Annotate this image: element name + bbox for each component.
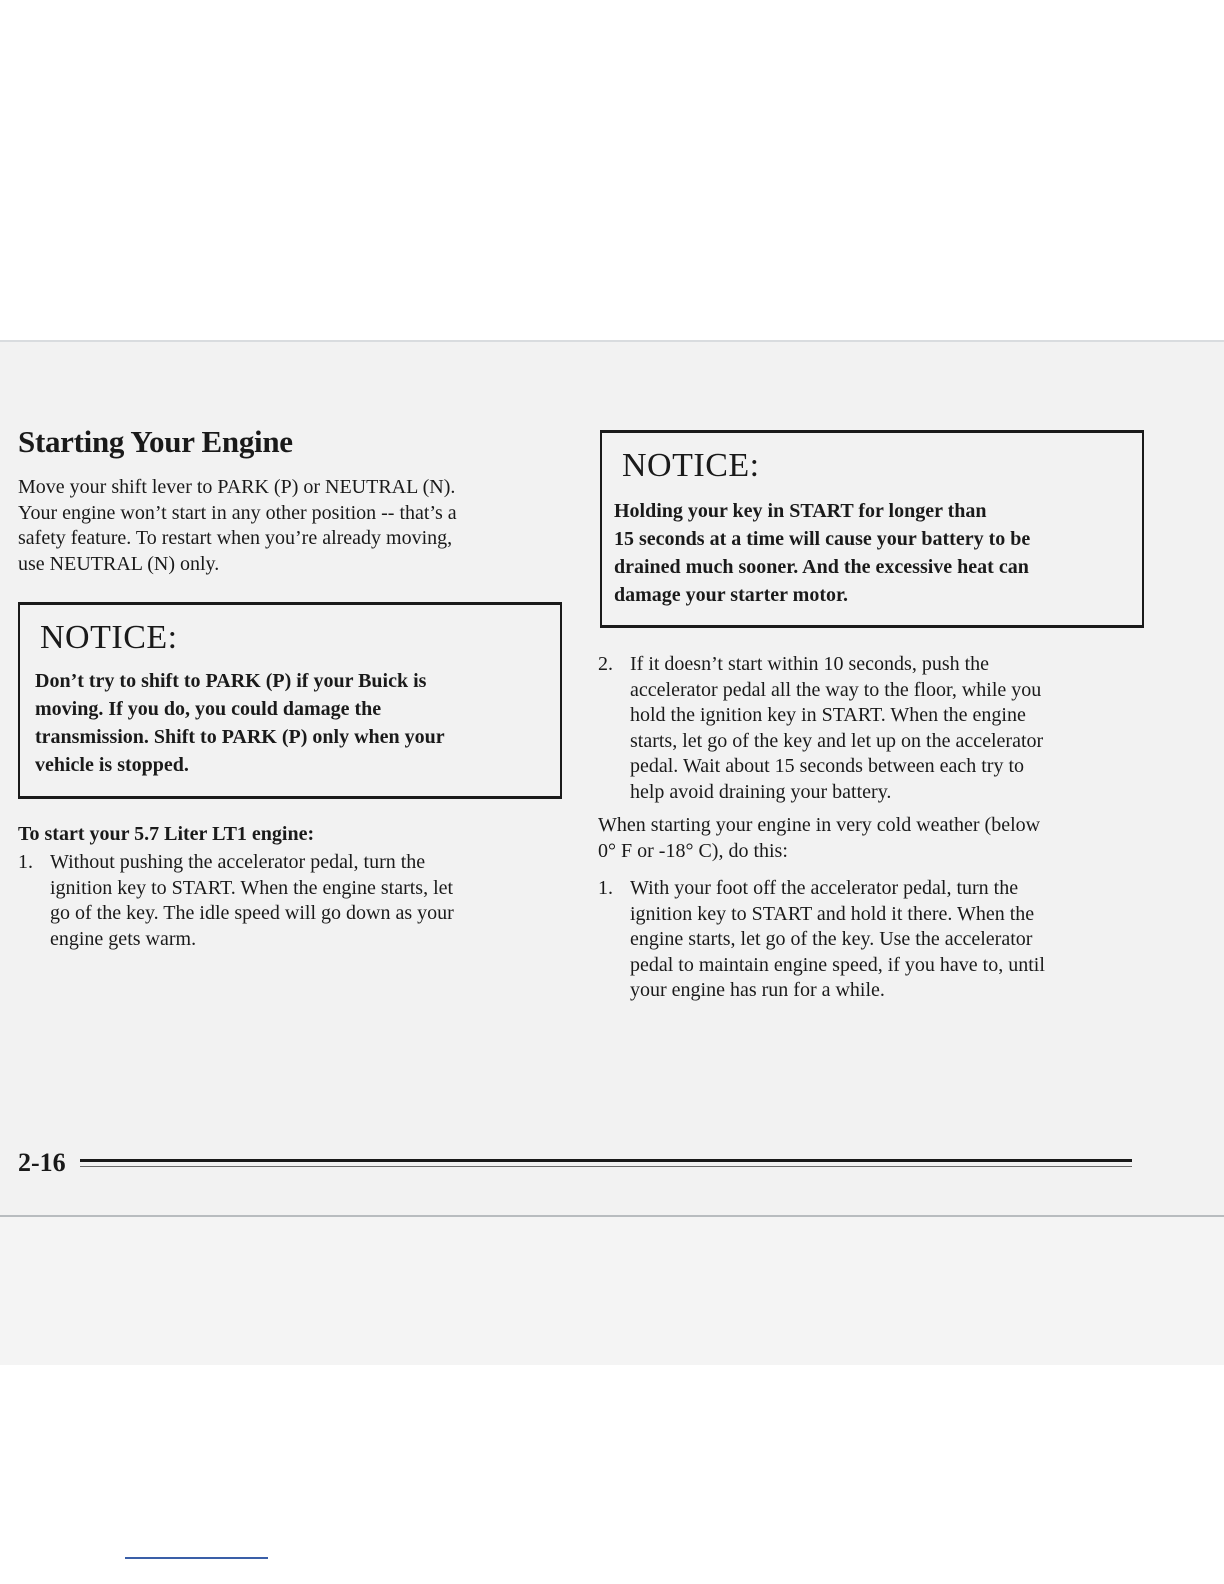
list-line: help avoid draining your battery. — [630, 780, 892, 803]
list-item-number: 2. — [598, 653, 613, 675]
list-line: ignition key to START. When the engine starts, let — [50, 876, 454, 899]
cold-weather-steps-list — [598, 876, 1118, 1004]
footer-rule — [80, 1159, 1132, 1162]
list-line: engine starts, let go of the key. Use the accelerator — [630, 928, 1033, 950]
band-lower-area — [0, 1217, 1224, 1365]
list-line: engine gets warm. — [50, 927, 197, 950]
intro-line: use NEUTRAL (N) only. — [18, 552, 220, 575]
list-line: pedal. Wait about 15 seconds between each try to — [630, 755, 1025, 777]
list-line: ignition key to START and hold it there. When the — [630, 902, 1035, 925]
notice-body — [614, 497, 1119, 609]
list-line: your engine has run for a while. — [630, 979, 885, 1001]
intro-line: Move your shift lever to PARK (P) or NEUTRAL (N). — [18, 476, 456, 498]
cold-intro-line: 0° F or -18° C), do this: — [598, 839, 788, 862]
intro-line: safety feature. To restart when you’re already moving, — [18, 527, 453, 549]
notice-line: Don’t try to shift to PARK (P) if your Buick is — [35, 670, 427, 692]
footer-rule-thin — [80, 1166, 1132, 1167]
notice-line: moving. If you do, you could damage the — [35, 698, 382, 720]
start-steps-list — [18, 850, 533, 952]
notice-line: 15 seconds at a time will cause your battery to be — [614, 528, 1031, 550]
start-steps-continued-list — [598, 652, 1118, 805]
list-line: hold the ignition key in START. When the engine — [630, 704, 1026, 726]
list-item — [18, 850, 533, 952]
list-item-number: 1. — [18, 851, 33, 873]
notice-line: vehicle is stopped. — [35, 754, 189, 776]
notice-line: transmission. Shift to PARK (P) only when your — [35, 726, 445, 748]
notice-box-battery — [600, 430, 1144, 628]
cold-intro-line: When starting your engine in very cold weather (below — [598, 814, 1041, 836]
list-item-number: 1. — [598, 877, 613, 899]
list-line: go of the key. The idle speed will go down as your — [50, 902, 454, 924]
list-line: pedal to maintain engine speed, if you have to, until — [630, 953, 1045, 976]
list-item — [598, 876, 1118, 1004]
list-line: With your foot off the accelerator pedal, turn the — [630, 877, 1019, 899]
band-top-edge — [0, 340, 1224, 342]
notice-line: Holding your key in START for longer than — [614, 500, 987, 522]
notice-heading: NOTICE: — [622, 447, 760, 484]
band-bottom-edge — [0, 1215, 1224, 1217]
notice-box-transmission — [18, 602, 562, 799]
intro-line: Your engine won’t start in any other position -- that’s a — [18, 501, 457, 524]
notice-heading: NOTICE: — [40, 619, 178, 656]
list-line: starts, let go of the key and let up on the accelerator — [630, 729, 1044, 752]
cold-weather-paragraph — [598, 813, 1128, 864]
list-line: accelerator pedal all the way to the floor, while you — [630, 678, 1042, 701]
engine-subheading: To start your 5.7 Liter LT1 engine: — [18, 823, 315, 845]
intro-paragraph — [18, 475, 548, 577]
list-line: Without pushing the accelerator pedal, turn the — [50, 851, 426, 873]
bottom-underline-mark — [125, 1557, 268, 1559]
page-number: 2-16 — [18, 1148, 66, 1177]
notice-body — [35, 667, 535, 779]
page-title: Starting Your Engine — [18, 424, 293, 459]
list-item — [598, 652, 1118, 805]
list-line: If it doesn’t start within 10 seconds, push the — [630, 653, 990, 675]
notice-line: damage your starter motor. — [614, 584, 849, 606]
notice-line: drained much sooner. And the excessive heat can — [614, 556, 1029, 578]
